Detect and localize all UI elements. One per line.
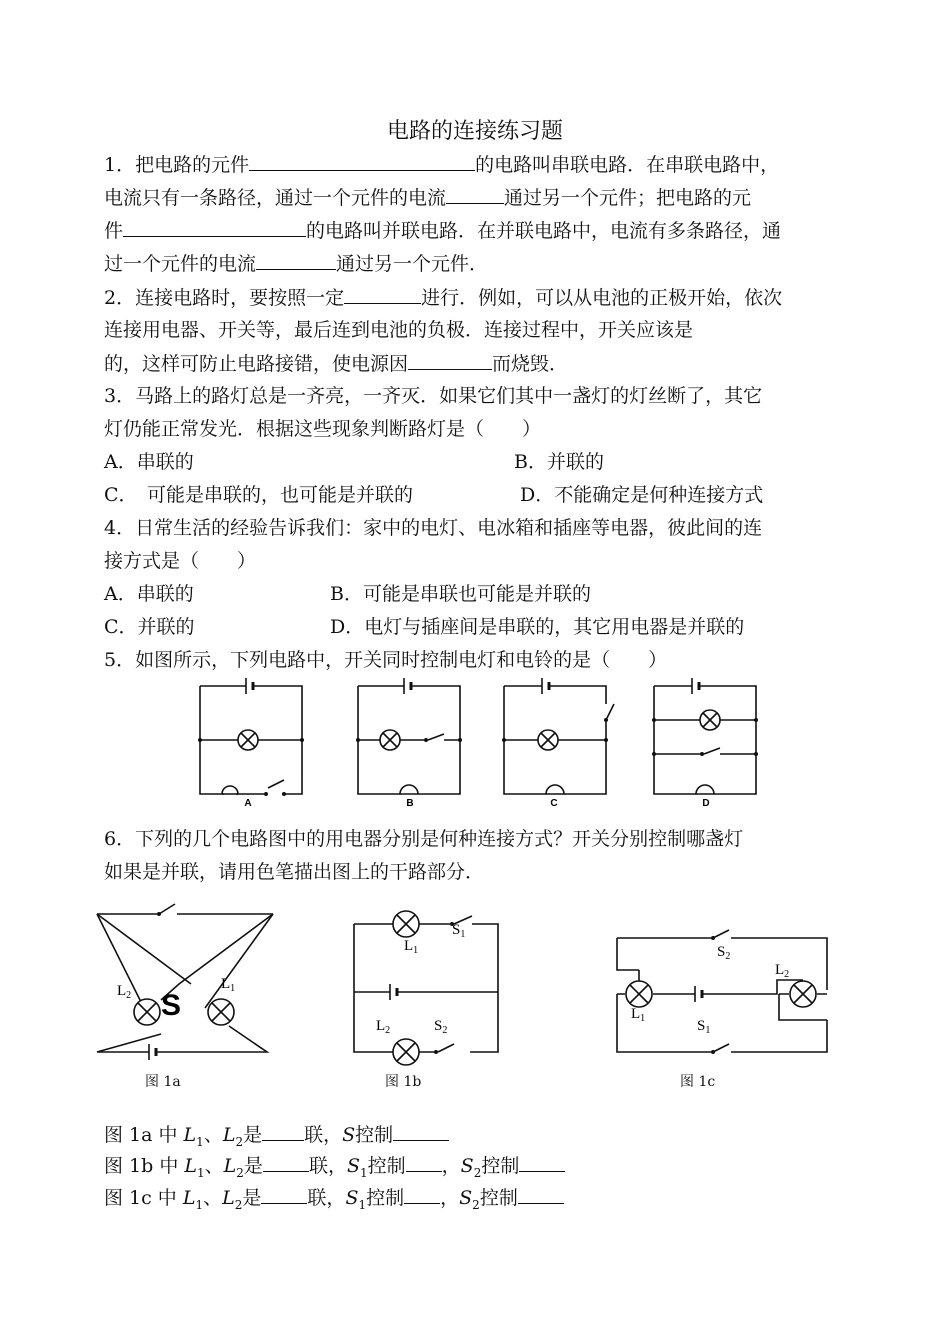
q2-text: 进行．例如，可以从电池的正极开始，依次 — [421, 287, 783, 309]
q3-option-b[interactable]: B．并联的 — [514, 451, 604, 473]
q3-line1: 3．马路上的路灯总是一齐亮，一齐灭．如果它们其中一盏灯的灯丝断了，其它 — [104, 385, 763, 407]
figure-1a — [95, 900, 275, 1070]
fig1a-caption: 图 1a — [145, 1074, 181, 1090]
answer-text: 是 — [243, 1124, 263, 1146]
answer-line-1c — [104, 1185, 564, 1217]
q3-option-d[interactable]: D．不能确定是何种连接方式 — [520, 484, 764, 506]
sub-1: 1 — [197, 1165, 205, 1180]
figure-1b — [352, 906, 502, 1066]
q4-option-b[interactable]: B．可能是串联也可能是并联的 — [330, 583, 591, 605]
answer-blank[interactable] — [393, 1122, 449, 1141]
q1-line4 — [104, 251, 488, 276]
answer-text: 、 — [203, 1124, 223, 1146]
q2-text: 的，这样可防止电路接错，使电源因 — [104, 353, 409, 375]
q1-line3 — [104, 218, 781, 243]
var-S: S — [459, 1187, 473, 1209]
answer-text: 联， — [304, 1124, 343, 1146]
q1-text: 电流只有一条路径，通过一个元件的电流 — [104, 187, 447, 209]
q4-option-c[interactable]: C．并联的 — [104, 616, 195, 638]
circuit-d-label: D — [702, 798, 710, 809]
q2-text: 2．连接电路时，要按照一定 — [104, 287, 345, 309]
answer-text: 控制 — [479, 1187, 518, 1209]
circuit-b-label: B — [406, 798, 414, 809]
fig1c-S2: $S_2$ — [717, 944, 731, 962]
answer-line-1a — [104, 1122, 449, 1154]
fig1a-L1: $L_1$ — [221, 976, 236, 994]
sub-1: 1 — [358, 1197, 367, 1212]
q1-text: 通过另一个元件；把电路的元 — [504, 187, 752, 209]
answer-blank[interactable] — [262, 1122, 304, 1141]
fig1c-L1: $L_1$ — [631, 1006, 646, 1024]
fig1c-caption: 图 1c — [680, 1074, 716, 1090]
var-S: S — [345, 1187, 359, 1209]
answer-text: 是 — [243, 1155, 263, 1177]
fig1b-S2: $S_2$ — [434, 1018, 448, 1036]
sub-2: 2 — [472, 1197, 480, 1212]
sub-1: 1 — [195, 1197, 204, 1212]
var-S: S — [460, 1155, 474, 1177]
circuit-a-label: A — [244, 798, 252, 809]
answer-blank[interactable] — [261, 1185, 307, 1204]
answer-text: 联， — [308, 1155, 347, 1177]
var-L: L — [222, 1124, 236, 1146]
figure-1c — [615, 920, 835, 1060]
answer-blank[interactable] — [263, 1153, 309, 1172]
answer-blank[interactable] — [406, 1153, 442, 1172]
q1-text: 通过另一个元件． — [336, 253, 489, 275]
q1-text: 过一个元件的电流 — [104, 253, 257, 275]
answer-text: 图 1b 中 — [104, 1155, 185, 1177]
var-S: S — [346, 1155, 360, 1177]
sub-1: 1 — [196, 1134, 204, 1149]
answer-text: 图 1a 中 — [104, 1124, 184, 1146]
answer-blank[interactable] — [518, 1185, 564, 1204]
answer-blank[interactable] — [123, 218, 306, 237]
fig1b-L2: $L_2$ — [376, 1018, 391, 1036]
answer-text: 、 — [204, 1155, 224, 1177]
var-L: L — [182, 1187, 196, 1209]
q5-line1: 5．如图所示，下列电路中，开关同时控制电灯和电铃的是（ ） — [104, 649, 668, 671]
q4-option-d[interactable]: D．电灯与插座间是串联的，其它用电器是并联的 — [330, 616, 745, 638]
q1-text: 件 — [104, 220, 124, 242]
q1-text: 1．把电路的元件 — [104, 154, 250, 176]
q3-option-c[interactable]: C． 可能是串联的，也可能是并联的 — [104, 484, 414, 506]
q3-option-a[interactable]: A．串联的 — [104, 451, 194, 473]
answer-text: 控制 — [481, 1155, 520, 1177]
fig1c-L2: $L_2$ — [775, 962, 790, 980]
q6-line2: 如果是并联，请用色笔描出图上的干路部分． — [104, 861, 485, 883]
q2-text: 而烧毁． — [492, 353, 569, 375]
answer-blank[interactable] — [519, 1153, 565, 1172]
answer-text: 控制 — [355, 1124, 394, 1146]
answer-text: 图 1c 中 — [104, 1187, 183, 1209]
answer-line-1b — [104, 1153, 565, 1185]
q4-line2: 接方式是（ ） — [104, 550, 257, 572]
sub-1: 1 — [359, 1165, 368, 1180]
answer-text: 控制 — [366, 1187, 405, 1209]
answer-text: ， — [441, 1155, 461, 1177]
answer-blank[interactable] — [249, 152, 475, 171]
sub-2: 2 — [473, 1165, 482, 1180]
sub-2: 2 — [235, 1134, 244, 1149]
circuit-c-label: C — [550, 798, 558, 809]
var-S: S — [342, 1124, 356, 1146]
answer-text: 联， — [307, 1187, 346, 1209]
answer-blank[interactable] — [256, 251, 336, 270]
q4-option-a[interactable]: A．串联的 — [104, 583, 194, 605]
q2-line1 — [104, 285, 782, 310]
fig1b-S1: $S_1$ — [452, 922, 466, 940]
var-L: L — [183, 1124, 197, 1146]
q4-line1: 4．日常生活的经验告诉我们：家中的电灯、电冰箱和插座等电器，彼此间的连 — [104, 517, 763, 539]
circuit-c — [502, 682, 622, 812]
answer-text: 、 — [203, 1187, 223, 1209]
q2-line2: 连接用电器、开关等，最后连到电池的负极．连接过程中，开关应该是 — [104, 319, 694, 341]
q1-line1 — [104, 152, 779, 177]
var-L: L — [184, 1155, 197, 1177]
q1-text: 的电路叫串联电路．在串联电路中， — [475, 154, 780, 176]
circuit-a — [198, 682, 308, 812]
var-L: L — [222, 1187, 235, 1209]
page-title: 电路的连接练习题 — [386, 119, 563, 144]
q6-line1: 6．下列的几个电路图中的用电器分别是何种连接方式？开关分别控制哪盏灯 — [104, 828, 744, 850]
fig1b-L1: $L_1$ — [404, 938, 419, 956]
answer-blank[interactable] — [344, 285, 421, 304]
answer-blank[interactable] — [408, 351, 492, 370]
fig1b-caption: 图 1b — [385, 1074, 422, 1090]
circuit-d — [652, 682, 762, 812]
fig1a-L2: $L_2$ — [117, 983, 132, 1001]
sub-2: 2 — [234, 1197, 243, 1212]
q1-line2 — [104, 185, 751, 210]
q1-text: 的电路叫并联电路．在并联电路中，电流有多条路径，通 — [306, 220, 782, 242]
var-L: L — [223, 1155, 237, 1177]
q2-line3 — [104, 351, 568, 376]
answer-blank[interactable] — [404, 1185, 440, 1204]
answer-text: ， — [440, 1187, 460, 1209]
q3-line2: 灯仍能正常发光．根据这些现象判断路灯是（ ） — [104, 418, 542, 440]
answer-blank[interactable] — [446, 185, 504, 204]
fig1a-S: S — [161, 989, 182, 1022]
answer-text: 是 — [242, 1187, 262, 1209]
circuit-b — [356, 682, 466, 812]
fig1c-S1: $S_1$ — [697, 1018, 711, 1036]
sub-2: 2 — [236, 1165, 244, 1180]
answer-text: 控制 — [367, 1155, 406, 1177]
